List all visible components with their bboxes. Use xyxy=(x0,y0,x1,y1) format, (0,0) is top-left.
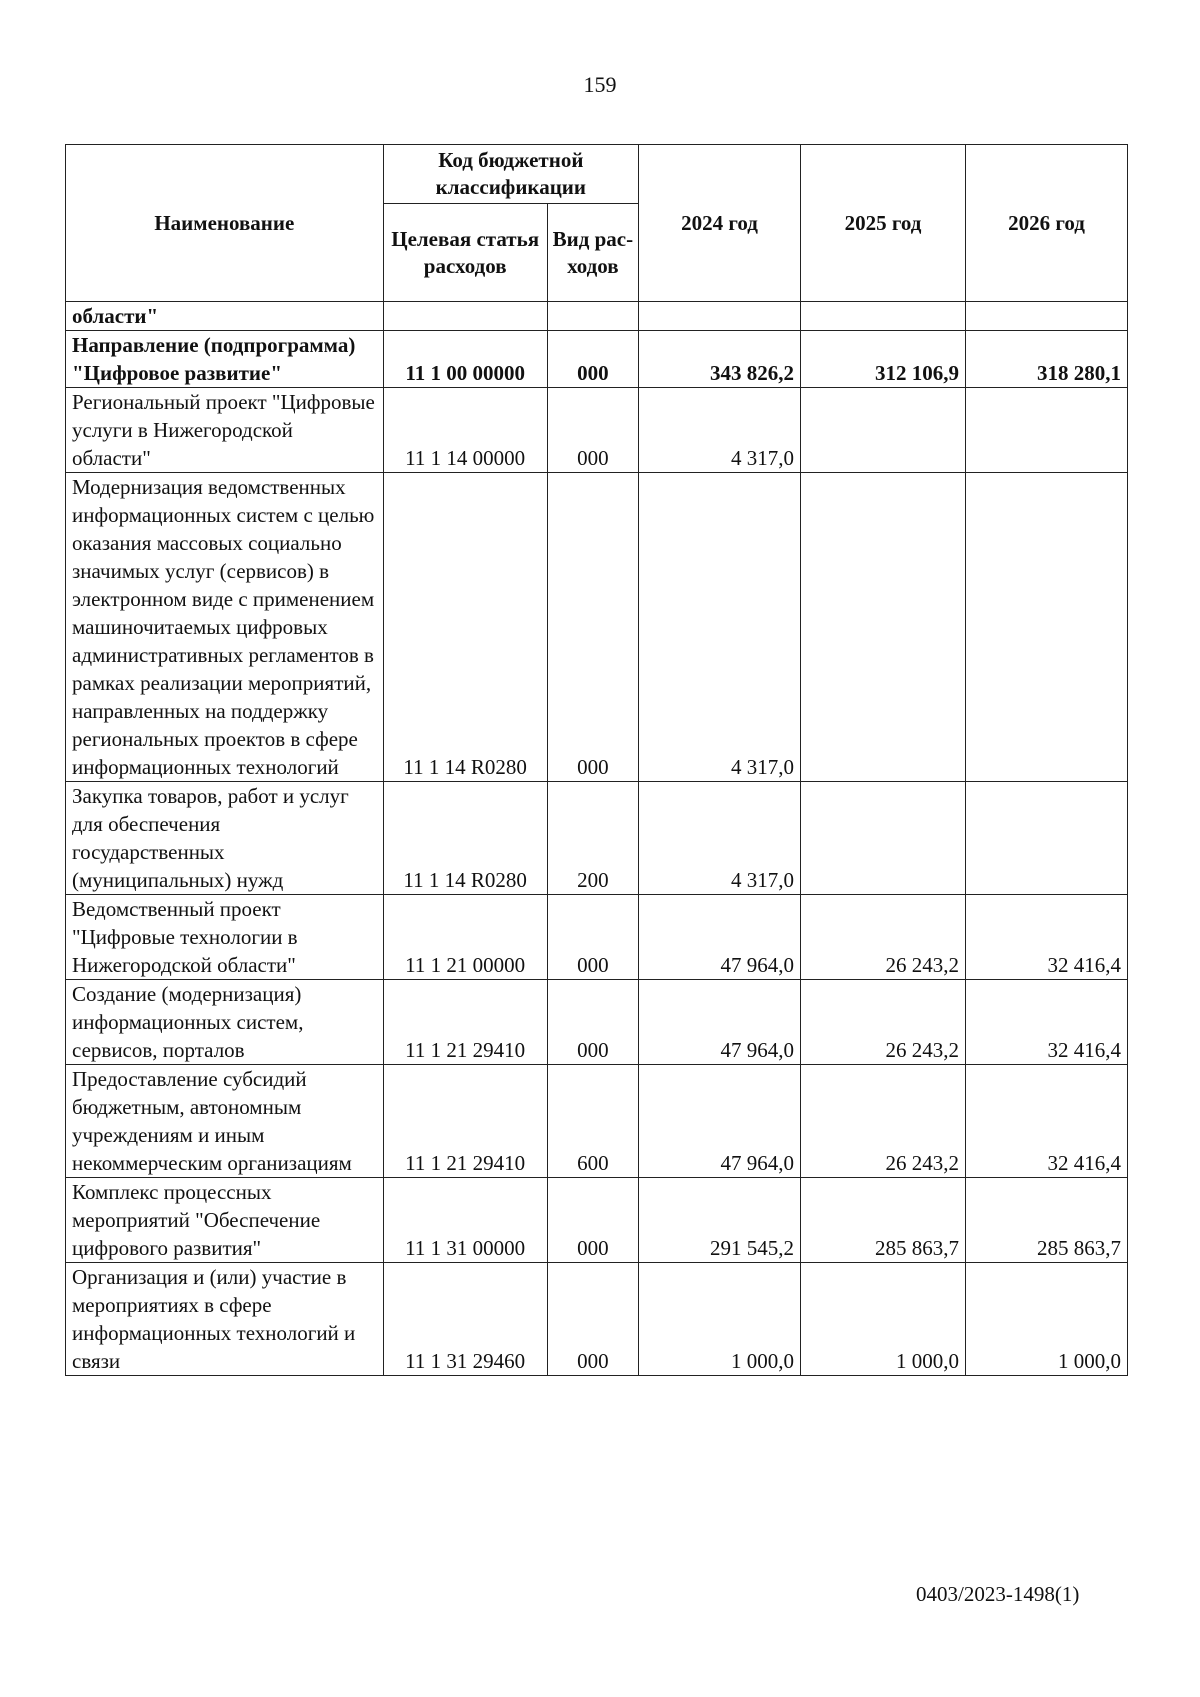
row-value-2025 xyxy=(800,782,965,895)
table-row xyxy=(66,895,1128,980)
budget-table xyxy=(65,144,1128,1376)
row-value-2026: 1 000,0 xyxy=(966,1263,1128,1376)
row-target-article xyxy=(383,302,547,331)
row-value-2025 xyxy=(800,388,965,473)
row-name: области" xyxy=(66,302,384,331)
row-expense-type: 600 xyxy=(547,1065,638,1178)
row-expense-type xyxy=(547,302,638,331)
header-code-group: Код бюджетной классификации xyxy=(383,145,638,204)
row-target-article: 11 1 21 29410 xyxy=(383,1065,547,1178)
row-value-2026: 32 416,4 xyxy=(966,895,1128,980)
row-value-2025 xyxy=(800,473,965,782)
row-target-article: 11 1 31 29460 xyxy=(383,1263,547,1376)
row-expense-type: 000 xyxy=(547,1263,638,1376)
row-target-article: 11 1 14 R0280 xyxy=(383,782,547,895)
row-value-2024: 1 000,0 xyxy=(639,1263,801,1376)
row-expense-type: 000 xyxy=(547,895,638,980)
row-expense-type: 000 xyxy=(547,331,638,388)
row-value-2026 xyxy=(966,302,1128,331)
row-name: Создание (модернизация) информационных систем, сервисов, порталов xyxy=(66,980,384,1065)
header-name: Наименование xyxy=(66,145,384,302)
row-value-2024 xyxy=(639,302,801,331)
row-name: Региональный проект "Цифровые услуги в Нижегородской области" xyxy=(66,388,384,473)
row-value-2025: 26 243,2 xyxy=(800,1065,965,1178)
row-target-article: 11 1 14 R0280 xyxy=(383,473,547,782)
table-header xyxy=(66,145,1128,302)
row-name: Направление (подпрограмма) "Цифровое развитие" xyxy=(66,331,384,388)
row-name: Организация и (или) участие в мероприятиях в сфере информационных технологий и связи xyxy=(66,1263,384,1376)
table-row xyxy=(66,302,1128,331)
table-body xyxy=(66,302,1128,1376)
table-row xyxy=(66,331,1128,388)
row-value-2024: 47 964,0 xyxy=(639,1065,801,1178)
table-row xyxy=(66,782,1128,895)
header-year-2024: 2024 год xyxy=(639,145,801,302)
document-code: 0403/2023-1498(1) xyxy=(916,1582,1080,1606)
row-value-2025: 285 863,7 xyxy=(800,1178,965,1263)
row-value-2025: 312 106,9 xyxy=(800,331,965,388)
row-target-article: 11 1 14 00000 xyxy=(383,388,547,473)
header-year-2026: 2026 год xyxy=(966,145,1128,302)
row-expense-type: 000 xyxy=(547,473,638,782)
row-value-2024: 4 317,0 xyxy=(639,473,801,782)
page-number: 159 xyxy=(583,72,617,97)
row-value-2024: 47 964,0 xyxy=(639,980,801,1065)
row-name: Ведомственный проект "Цифровые технологии в Нижегородской области" xyxy=(66,895,384,980)
row-target-article: 11 1 31 00000 xyxy=(383,1178,547,1263)
row-value-2026: 285 863,7 xyxy=(966,1178,1128,1263)
table-row xyxy=(66,1065,1128,1178)
row-target-article: 11 1 21 29410 xyxy=(383,980,547,1065)
row-value-2025 xyxy=(800,302,965,331)
table-row xyxy=(66,388,1128,473)
row-value-2025: 26 243,2 xyxy=(800,895,965,980)
row-value-2024: 4 317,0 xyxy=(639,388,801,473)
row-expense-type: 000 xyxy=(547,980,638,1065)
row-expense-type: 000 xyxy=(547,388,638,473)
row-value-2026: 318 280,1 xyxy=(966,331,1128,388)
row-expense-type: 000 xyxy=(547,1178,638,1263)
row-value-2024: 47 964,0 xyxy=(639,895,801,980)
row-name: Закупка товаров, работ и услуг для обеспечения государственных (муниципальных) нужд xyxy=(66,782,384,895)
row-value-2024: 4 317,0 xyxy=(639,782,801,895)
table-row xyxy=(66,980,1128,1065)
row-value-2024: 291 545,2 xyxy=(639,1178,801,1263)
row-name: Комплекс процессных мероприятий "Обеспечение цифрового развития" xyxy=(66,1178,384,1263)
table-row xyxy=(66,1178,1128,1263)
table-row xyxy=(66,473,1128,782)
row-target-article: 11 1 21 00000 xyxy=(383,895,547,980)
row-value-2025: 1 000,0 xyxy=(800,1263,965,1376)
row-value-2025: 26 243,2 xyxy=(800,980,965,1065)
row-value-2026 xyxy=(966,782,1128,895)
header-target-article: Целевая статья расходов xyxy=(383,204,547,302)
row-value-2024: 343 826,2 xyxy=(639,331,801,388)
header-year-2025: 2025 год xyxy=(800,145,965,302)
header-expense-type: Вид рас-ходов xyxy=(547,204,638,302)
row-name: Модернизация ведомственных информационных систем с целью оказания массовых социально значимых услуг (сервисов) в электронном виде с применением машиночитаемых цифровых административных регламентов в рамках реализации мероприятий, направленных на поддержку региональных проектов в сфере информационных технологий xyxy=(66,473,384,782)
table-row xyxy=(66,1263,1128,1376)
row-value-2026: 32 416,4 xyxy=(966,1065,1128,1178)
row-value-2026: 32 416,4 xyxy=(966,980,1128,1065)
row-target-article: 11 1 00 00000 xyxy=(383,331,547,388)
row-name: Предоставление субсидий бюджетным, автономным учреждениям и иным некоммерческим организациям xyxy=(66,1065,384,1178)
row-value-2026 xyxy=(966,473,1128,782)
row-expense-type: 200 xyxy=(547,782,638,895)
row-value-2026 xyxy=(966,388,1128,473)
